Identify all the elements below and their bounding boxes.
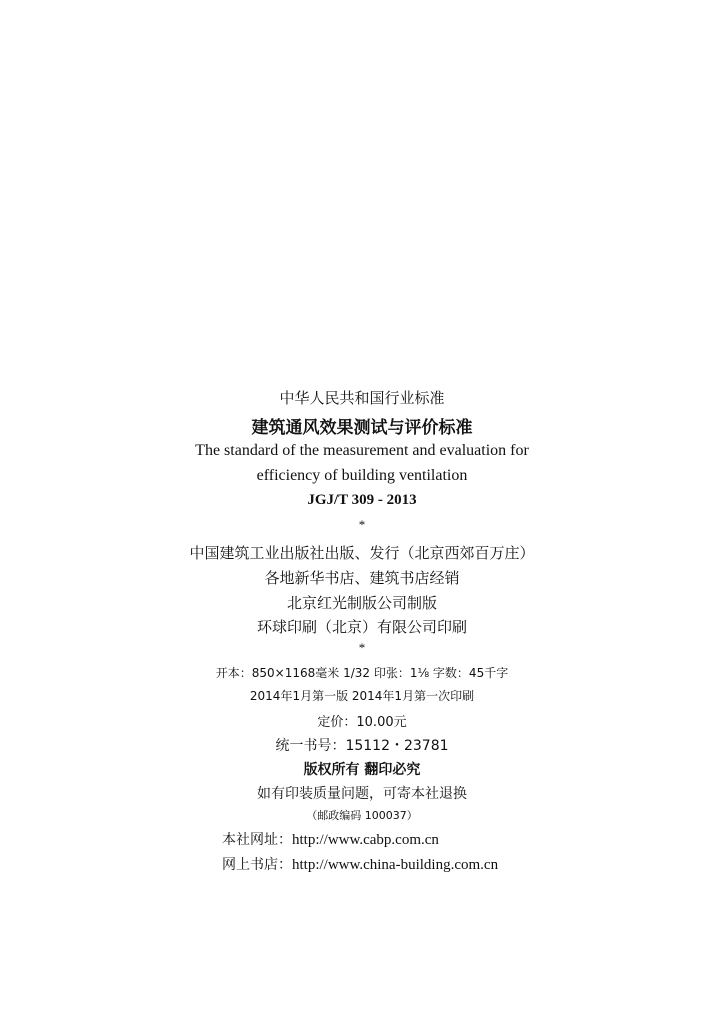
series-line: 中华人民共和国行业标准 xyxy=(279,389,445,407)
return-notice: 如有印装质量问题，可寄本社退换 xyxy=(257,786,467,802)
distributor-line: 各地新华书店、建筑书店经销 xyxy=(264,569,460,587)
chinese-title: 建筑通风效果测试与评价标准 xyxy=(251,418,473,438)
book-number: 统一书号：15112・23781 xyxy=(275,738,449,754)
website-link[interactable]: http://www.cabp.com.cn xyxy=(292,832,439,848)
bookstore-label: 网上书店： xyxy=(222,857,292,873)
english-title-line1: The standard of the measurement and evaluation for xyxy=(195,442,529,459)
standard-code: JGJ/T 309 - 2013 xyxy=(307,492,417,508)
edition-line: 2014年1月第一版 2014年1月第一次印刷 xyxy=(249,689,475,703)
postal-code: （邮政编码 100037） xyxy=(306,809,418,822)
bookstore-row xyxy=(222,854,498,874)
website-label: 本社网址： xyxy=(222,832,292,848)
printer-line: 环球印刷（北京）有限公司印刷 xyxy=(256,618,467,636)
website-row xyxy=(222,829,439,849)
rights-notice: 版权所有 翻印必究 xyxy=(303,762,421,778)
english-title-line2: efficiency of building ventilation xyxy=(256,467,468,484)
platemaker-line: 北京红光制版公司制版 xyxy=(286,594,437,612)
format-specs: 开本：850×1168毫米 1/32 印张：1⅛ 字数：45千字 xyxy=(215,666,509,680)
separator-star-1: * xyxy=(358,517,366,532)
price-line: 定价：10.00元 xyxy=(317,715,407,730)
separator-star-2: * xyxy=(358,640,366,655)
bookstore-link[interactable]: http://www.china-building.com.cn xyxy=(292,857,499,873)
publisher-line: 中国建筑工业出版社出版、发行（北京西郊百万庄） xyxy=(189,544,535,562)
